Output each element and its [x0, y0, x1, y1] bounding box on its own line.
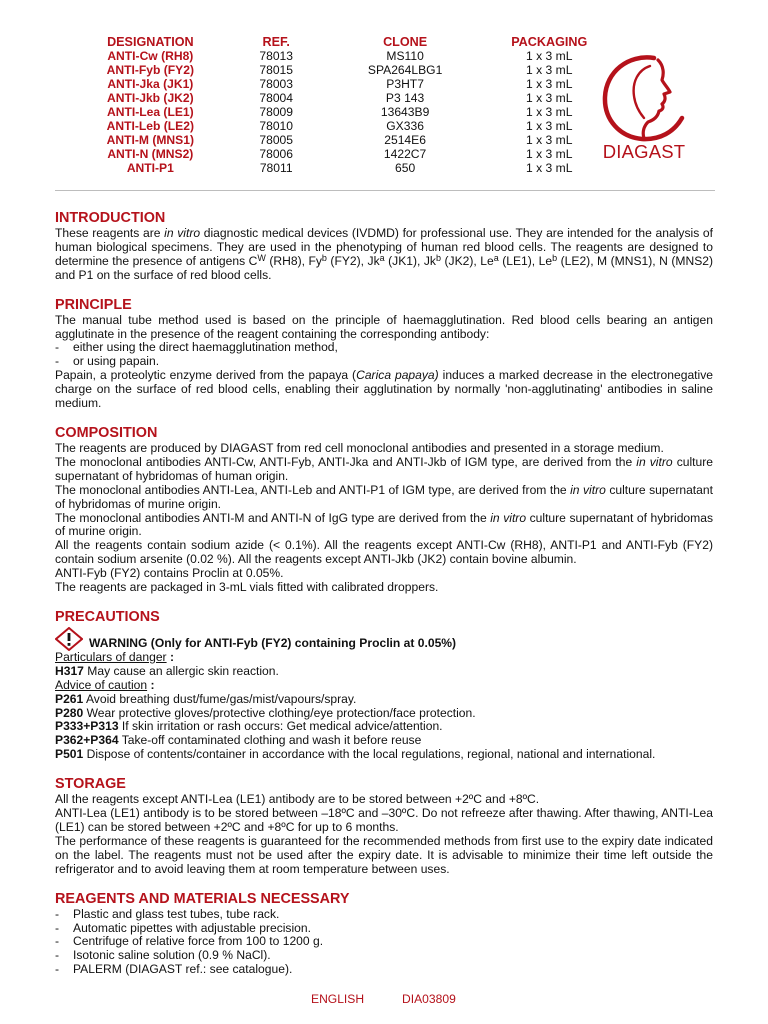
diagast-logo [598, 52, 690, 164]
composition-line: The monoclonal antibodies ANTI-Cw, ANTI-Fyb, ANTI-Jka and ANTI-Jkb of IGM type, are derived from the in vitro culture supernatant of hybridomas of human origin. [55, 454, 713, 483]
designation-cell: ANTI-P1 [126, 161, 174, 175]
table-row [60, 133, 600, 147]
list-item: - Automatic pipettes with adjustable precision. [55, 920, 311, 935]
designation-cell: ANTI-Lea (LE1) [106, 105, 194, 119]
principle-paragraph: The manual tube method used is based on the principle of haemagglutination. Red blood cells bearing an antigen agglutinate in the presence of the reagent containing the corresponding antibody: [55, 312, 713, 341]
col-clone: CLONE [383, 35, 428, 49]
product-table [60, 35, 600, 175]
designation-cell: ANTI-Jka (JK1) [107, 77, 194, 91]
caution-label-line: Advice of caution : [55, 677, 155, 692]
ref-cell: 78009 [259, 105, 294, 119]
precaution-statement: P280 Wear protective gloves/protective clothing/eye protection/face protection. [55, 705, 476, 720]
packaging-cell: 1 x 3 mL [526, 49, 573, 63]
clone-cell: 650 [395, 161, 416, 175]
section-title: PRECAUTIONS [55, 608, 160, 625]
precaution-statement: P362+P364 Take-off contaminated clothing and wash it before reuse [55, 733, 422, 748]
designation-cell: ANTI-N (MNS2) [107, 147, 194, 161]
ref-cell: 78004 [259, 91, 294, 105]
list-item: - Plastic and glass test tubes, tube rack. [55, 906, 280, 921]
storage-line: The performance of these reagents is guaranteed for the recommended methods from first use to the expiry date indicated on the label. The reagents must not be used after the expiry date. It is advisable to minimize their time left outside the refrigerator and to avoid leaving them at room temperature between uses. [55, 833, 713, 876]
footer-document-code: DIA03809 [402, 992, 456, 1006]
section-precautions [55, 609, 713, 762]
packaging-cell: 1 x 3 mL [526, 119, 573, 133]
ref-cell: 78013 [259, 49, 294, 63]
clone-cell: P3 143 [385, 91, 425, 105]
precaution-statement: P261 Avoid breathing dust/fume/gas/mist/vapours/spray. [55, 691, 357, 706]
packaging-cell: 1 x 3 mL [526, 105, 573, 119]
footer-language: ENGLISH [311, 992, 365, 1006]
clone-cell: 1422C7 [383, 147, 427, 161]
col-packaging: PACKAGING [511, 35, 588, 49]
face-profile-logo-icon [598, 52, 690, 144]
ref-cell: 78010 [259, 119, 294, 133]
ref-cell: 78006 [259, 147, 294, 161]
composition-line: ANTI-Fyb (FY2) contains Proclin at 0.05%. [55, 566, 284, 581]
composition-line: All the reagents contain sodium azide (< 0.1%). All the reagents except ANTI-Cw (RH8), ANTI-P1 and ANTI-Fyb (FY2) contain sodium arsenite (0.02 %). All the reagents except ANTI-Jkb (JK2) contain bovine albumin. [55, 538, 713, 567]
packaging-cell: 1 x 3 mL [526, 147, 573, 161]
precaution-statement: P501 Dispose of contents/container in accordance with the local regulations, regional, national and international. [55, 747, 656, 762]
storage-line: All the reagents except ANTI-Lea (LE1) antibody are to be stored between +2ºC and +8ºC. [55, 792, 540, 807]
table-row [60, 105, 600, 119]
table-row [60, 161, 600, 175]
header-divider [55, 190, 715, 191]
warning-text: WARNING (Only for ANTI-Fyb (FY2) containing Proclin at 0.05%) [89, 636, 457, 651]
table-row [60, 119, 600, 133]
section-introduction [55, 210, 713, 283]
section-title: INTRODUCTION [55, 210, 166, 226]
packaging-cell: 1 x 3 mL [526, 91, 573, 105]
clone-cell: GX336 [386, 119, 424, 133]
warning-line [55, 627, 713, 651]
designation-cell: ANTI-Fyb (FY2) [106, 63, 194, 77]
ref-cell: 78005 [259, 133, 294, 147]
section-title: PRINCIPLE [55, 296, 132, 313]
danger-label-line: Particulars of danger : [55, 649, 174, 664]
list-item: - either using the direct haemagglutination method, [55, 340, 338, 355]
list-item: - Centrifuge of relative force from 100 to 1200 g. [55, 934, 324, 949]
col-designation: DESIGNATION [107, 35, 194, 49]
clone-cell: 13643B9 [380, 105, 430, 119]
precaution-statement: P333+P313 If skin irritation or rash occurs: Get medical advice/attention. [55, 719, 443, 734]
packaging-cell: 1 x 3 mL [526, 77, 573, 91]
list-item: - PALERM (DIAGAST ref.: see catalogue). [55, 962, 293, 977]
table-row [60, 49, 600, 63]
clone-cell: SPA264LBG1 [367, 63, 443, 77]
col-ref: REF. [262, 35, 290, 49]
section-composition [55, 425, 713, 595]
list-item: - Isotonic saline solution (0.9 % NaCl). [55, 948, 271, 963]
table-header-row [60, 35, 600, 49]
clone-cell: P3HT7 [386, 77, 424, 91]
composition-line: The reagents are produced by DIAGAST from red cell monoclonal antibodies and presented in a storage medium. [55, 440, 664, 455]
intro-paragraph: These reagents are in vitro diagnostic medical devices (IVDMD) for professional use. They are intended for the analysis of human biological specimens. They are used in the phenotyping of human red blood cells. The reagents are designed to determine the presence of antigens $C^W$ (RH8), Fy$^b$ (FY2), Jk$^a$ (JK1), Jk$^b$ (JK2), Le$^a$ (LE1), Le$^b$ (LE2), M (MNS1), N (MNS2) and P1 on the surface of red blood cells. [55, 226, 714, 282]
table-row [60, 77, 600, 91]
clone-cell: MS110 [386, 49, 424, 63]
composition-line: The monoclonal antibodies ANTI-Lea, ANTI-Leb and ANTI-P1 of IGM type, are derived from the in vitro culture supernatant of hybridomas of murine origin. [55, 482, 713, 511]
table-row [60, 91, 600, 105]
section-title: REAGENTS AND MATERIALS NECESSARY [55, 890, 350, 907]
designation-cell: ANTI-M (MNS1) [106, 133, 194, 147]
designation-cell: ANTI-Cw (RH8) [107, 49, 194, 63]
section-title: COMPOSITION [55, 424, 158, 441]
storage-line: ANTI-Lea (LE1) antibody is to be stored between –18ºC and –30ºC. Do not refreeze after thawing. After thawing, ANTI-Lea (LE1) can be stored between +2ºC and +8ºC for up to 6 months. [55, 806, 713, 834]
designation-cell: ANTI-Leb (LE2) [106, 119, 194, 133]
section-storage [55, 776, 713, 876]
packaging-cell: 1 x 3 mL [526, 161, 573, 175]
designation-cell: ANTI-Jkb (JK2) [106, 91, 194, 105]
principle-paragraph: Papain, a proteolytic enzyme derived from the papaya (Carica papaya) induces a marked decrease in the electronegative charge on the surface of red blood cells, enabling their agglutination by normally 'non-agglutinating' antibodies in saline medium. [55, 368, 713, 411]
list-item: - or using papain. [55, 354, 160, 369]
section-reagents-materials [55, 891, 713, 978]
ref-cell: 78015 [259, 63, 294, 77]
ref-cell: 78011 [259, 161, 293, 175]
table-row [60, 147, 600, 161]
document-body [55, 210, 713, 991]
clone-cell: 2514E6 [384, 133, 426, 147]
composition-line: The monoclonal antibodies ANTI-M and ANTI-N of IgG type are derived from the in vitro culture supernatant of hybridomas of murine origin. [55, 510, 714, 539]
ghs-exclamation-warning-icon [55, 627, 83, 651]
hazard-statement: H317 May cause an allergic skin reaction. [55, 663, 279, 678]
logo-text: DIAGAST [602, 141, 686, 162]
ref-cell: 78003 [259, 77, 294, 91]
section-principle [55, 297, 713, 411]
packaging-cell: 1 x 3 mL [526, 133, 573, 147]
packaging-cell: 1 x 3 mL [526, 63, 573, 77]
section-title: STORAGE [55, 776, 126, 793]
table-row [60, 63, 600, 77]
composition-line: The reagents are packaged in 3-mL vials fitted with calibrated droppers. [55, 580, 439, 595]
